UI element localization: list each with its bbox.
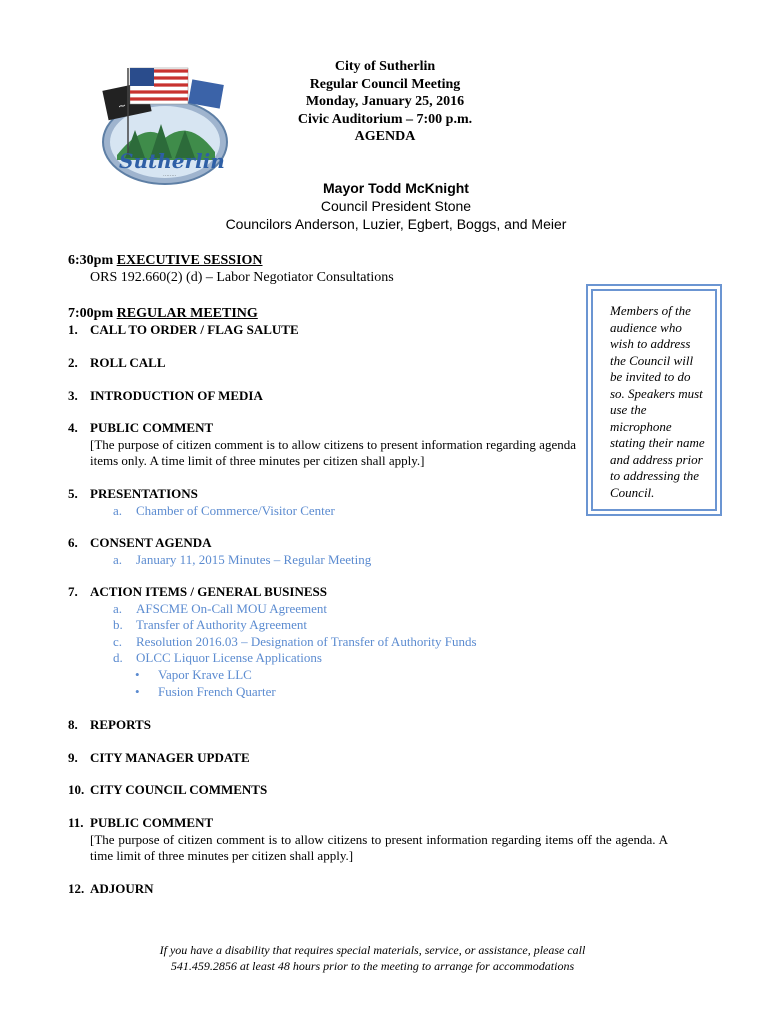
sub-item-link[interactable] [113, 601, 327, 618]
sub-item-text[interactable]: January 11, 2015 Minutes – Regular Meeting [136, 552, 372, 567]
bullet-item[interactable] [135, 684, 276, 701]
item-label: REPORTS [90, 717, 151, 732]
sub-item-text[interactable]: AFSCME On-Call MOU Agreement [136, 601, 328, 616]
logo-credit-mark: ········ [163, 173, 177, 179]
mayor-name: Mayor Todd McKnight [323, 180, 469, 196]
item-number: 11. [68, 815, 84, 830]
item-number: 2. [68, 355, 78, 370]
item-label: ACTION ITEMS / GENERAL BUSINESS [90, 584, 327, 599]
sub-item-link[interactable] [113, 617, 307, 634]
item-description: [The purpose of citizen comment is to allow citizens to present information regarding items off the agenda. A time limit of three minutes per citizen shall apply.] [90, 831, 668, 863]
bullet-icon: • [135, 667, 140, 682]
sub-item-letter: a. [113, 503, 123, 518]
meeting-location: Civic Auditorium – 7:00 p.m. [297, 111, 473, 127]
item-number: 4. [68, 420, 78, 435]
item-label: PUBLIC COMMENT [90, 420, 214, 435]
item-description: [The purpose of citizen comment is to allow citizens to present information regarding agenda items only. A time limit of three minutes per citizen shall apply.] [90, 436, 576, 468]
accessibility-line-2: 541.459.2856 at least 48 hours prior to the meeting to arrange for accommodations [170, 959, 575, 973]
sub-item-link[interactable] [113, 650, 322, 667]
sub-item-link[interactable] [113, 503, 335, 520]
agenda-item [68, 584, 668, 601]
item-label: ADJOURN [90, 881, 154, 896]
meeting-date: Monday, January 25, 2016 [305, 94, 465, 109]
item-label: ROLL CALL [90, 355, 166, 370]
public-comment-notice-box [586, 284, 722, 516]
sub-item-letter: b. [113, 617, 123, 632]
executive-title: EXECUTIVE SESSION [116, 253, 263, 268]
page-title: AGENDA [354, 129, 416, 144]
notice-text: Members of the audience who wish to address the Council will be invited to do so. Speakers must use the microphone stating their name and address prior to addressing the Council. [591, 289, 717, 511]
sub-item-link[interactable] [113, 552, 371, 569]
item-number: 7. [68, 584, 78, 599]
agenda-item [68, 717, 668, 734]
item-number: 5. [68, 486, 78, 501]
accessibility-line-1: If you have a disability that requires special materials, service, or assistance, please call [159, 943, 586, 957]
item-number: 6. [68, 535, 78, 550]
item-label: PRESENTATIONS [90, 486, 198, 501]
meeting-type: Regular Council Meeting [309, 76, 461, 92]
sub-item-letter: c. [113, 634, 123, 649]
item-number: 3. [68, 388, 78, 403]
regular-meeting-heading [68, 305, 258, 322]
item-label: PUBLIC COMMENT [90, 815, 214, 830]
regular-time: 7:00pm [68, 306, 114, 321]
executive-time: 6:30pm [68, 253, 114, 268]
executive-session [68, 252, 394, 286]
agenda-item [68, 535, 668, 552]
agenda-header [0, 58, 770, 146]
council-president: Council President Stone [320, 198, 472, 214]
council-members [0, 179, 770, 233]
agenda-item [68, 486, 668, 503]
agenda-item [68, 355, 668, 372]
bullet-text[interactable]: Vapor Krave LLC [158, 667, 252, 682]
agenda-item [68, 388, 668, 405]
item-number: 10. [68, 782, 85, 797]
agenda-item [68, 750, 668, 767]
sub-item-text[interactable]: OLCC Liquor License Applications [136, 650, 322, 665]
item-label: CALL TO ORDER / FLAG SALUTE [90, 322, 299, 337]
sub-item-text[interactable]: Transfer of Authority Agreement [136, 617, 308, 632]
agenda-item [68, 322, 668, 339]
executive-detail: ORS 192.660(2) (d) – Labor Negotiator Consultations [90, 270, 394, 285]
item-number: 8. [68, 717, 78, 732]
bullet-text[interactable]: Fusion French Quarter [158, 684, 276, 699]
sub-item-link[interactable] [113, 634, 477, 651]
accessibility-notice [0, 942, 745, 974]
item-label: INTRODUCTION OF MEDIA [90, 388, 263, 403]
agenda-item [68, 881, 668, 898]
item-label: CITY MANAGER UPDATE [90, 750, 250, 765]
item-number: 12. [68, 881, 85, 896]
sub-item-text[interactable]: Chamber of Commerce/Visitor Center [136, 503, 335, 518]
bullet-item[interactable] [135, 667, 252, 684]
item-number: 1. [68, 322, 78, 337]
city-name: City of Sutherlin [334, 59, 436, 74]
bullet-icon: • [135, 684, 140, 699]
agenda-item [68, 782, 668, 799]
sub-item-letter: d. [113, 650, 123, 665]
svg-text:~: ~ [117, 100, 128, 113]
agenda-item [68, 420, 576, 470]
sub-item-text[interactable]: Resolution 2016.03 – Designation of Transfer of Authority Funds [136, 634, 477, 649]
sub-item-letter: a. [113, 601, 123, 616]
item-label: CITY COUNCIL COMMENTS [90, 782, 268, 797]
agenda-item [68, 815, 668, 865]
sub-item-letter: a. [113, 552, 123, 567]
councilors: Councilors Anderson, Luzier, Egbert, Boggs, and Meier [225, 216, 567, 232]
regular-title: REGULAR MEETING [116, 306, 258, 321]
item-number: 9. [68, 750, 78, 765]
item-label: CONSENT AGENDA [90, 535, 212, 550]
logo-wordmark: Sutherlin [119, 149, 225, 173]
